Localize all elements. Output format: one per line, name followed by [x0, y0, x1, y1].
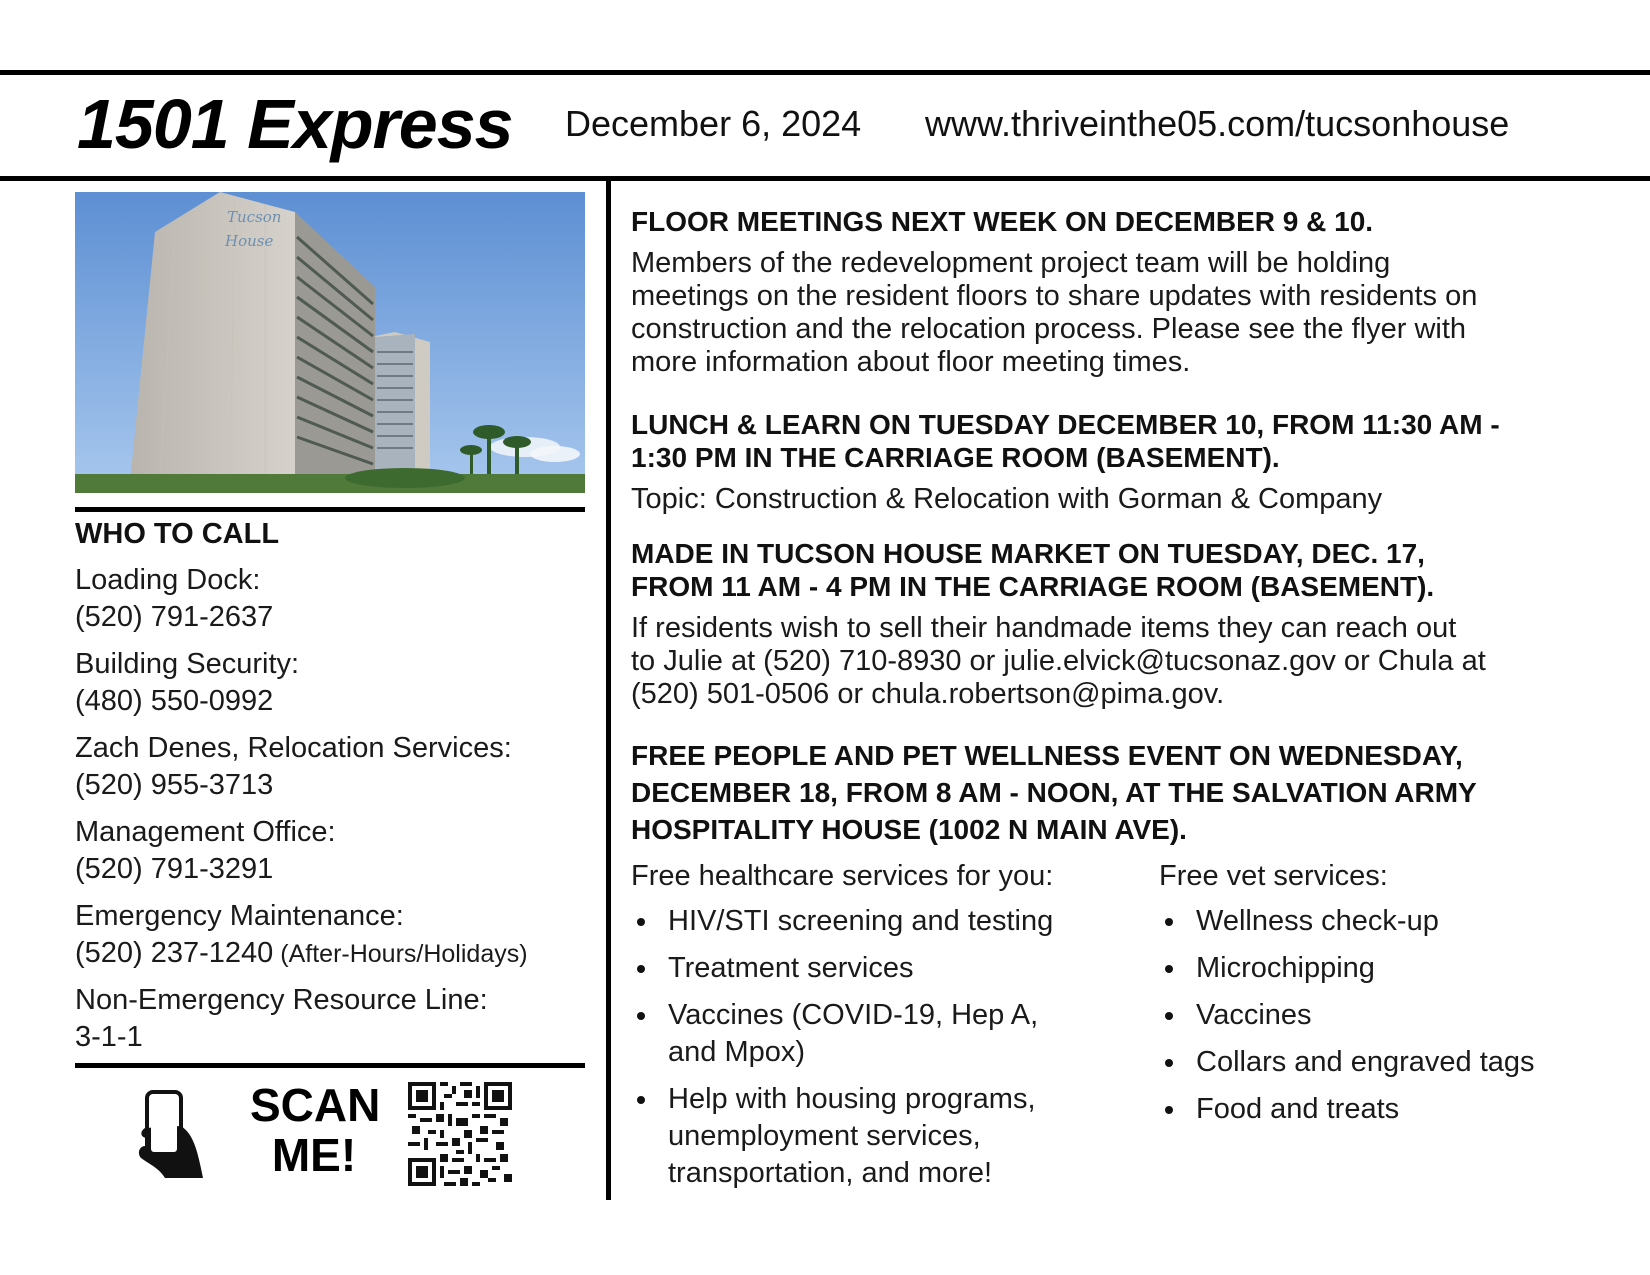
heading-line: FROM 11 AM - 4 PM IN THE CARRIAGE ROOM (BASEMENT). [631, 571, 1435, 602]
market-body [631, 612, 1591, 711]
pet-services-lead: Free vet services: [1159, 860, 1388, 892]
issue-date: December 6, 2024 [565, 103, 862, 144]
body-line: more information about floor meeting times. [631, 346, 1191, 378]
list-item: Microchipping [1159, 950, 1599, 987]
list-item: Vaccines [1159, 997, 1599, 1034]
contact-label: Emergency Maintenance: [75, 900, 404, 932]
people-services [631, 860, 1081, 1192]
contact-phone[interactable]: (520) 237-1240 [75, 937, 274, 969]
newsletter-title: 1501 Express [77, 85, 513, 163]
wellness-heading [631, 737, 1591, 848]
website-url[interactable]: www.thriveinthe05.com/tucsonhouse [925, 103, 1510, 144]
contact-loading-dock [75, 562, 595, 636]
contact-note: (After-Hours/Holidays) [273, 940, 528, 968]
body-line: If residents wish to sell their handmade items they can reach out [631, 612, 1457, 644]
contact-phone[interactable]: (520) 791-2637 [75, 601, 274, 633]
contact-label: Zach Denes, Relocation Services: [75, 732, 512, 764]
header-top-rule [0, 70, 1650, 75]
column-divider [606, 180, 611, 1200]
market-heading [631, 537, 1591, 603]
heading-line: DECEMBER 18, FROM 8 AM - NOON, AT THE SALVATION ARMY [631, 777, 1477, 808]
contact-label: Loading Dock: [75, 564, 261, 596]
list-item: Treatment services [631, 950, 1081, 987]
contact-phone[interactable]: (520) 955-3713 [75, 769, 274, 801]
contact-label: Building Security: [75, 648, 300, 680]
floor-meetings-heading: FLOOR MEETINGS NEXT WEEK ON DECEMBER 9 & 10. [631, 206, 1374, 237]
body-line: construction and the relocation process. Please see the flyer with [631, 313, 1467, 345]
lunch-learn-heading [631, 408, 1591, 474]
heading-line: LUNCH & LEARN ON TUESDAY DECEMBER 10, FROM 11:30 AM - [631, 409, 1500, 440]
contact-resource-line [75, 982, 595, 1056]
body-line: (520) 501-0506 or chula.robertson@pima.gov. [631, 678, 1225, 710]
heading-line: HOSPITALITY HOUSE (1002 N MAIN AVE). [631, 814, 1187, 845]
contact-phone[interactable]: (480) 550-0992 [75, 685, 274, 717]
sign-text-1: Tucson [227, 208, 282, 226]
list-item: Food and treats [1159, 1091, 1599, 1128]
list-item: Wellness check-up [1159, 903, 1599, 940]
people-services-lead: Free healthcare services for you: [631, 860, 1054, 892]
scan-me-label [250, 1079, 381, 1181]
lunch-learn-body: Topic: Construction & Relocation with Gorman & Company [631, 483, 1383, 515]
left-rule-2 [75, 1063, 585, 1068]
pet-services-list [1159, 903, 1599, 1128]
contact-label: Management Office: [75, 816, 336, 848]
body-line: meetings on the resident floors to share updates with residents on [631, 280, 1478, 312]
list-item: Vaccines (COVID-19, Hep A, and Mpox) [631, 997, 1058, 1071]
sign-text-2: House [225, 232, 274, 250]
contact-label: Non-Emergency Resource Line: [75, 984, 488, 1016]
people-services-list [631, 903, 1081, 1192]
contact-building-security [75, 646, 595, 720]
building-photo [75, 192, 585, 493]
heading-line: 1:30 PM IN THE CARRIAGE ROOM (BASEMENT). [631, 442, 1280, 473]
contact-relocation-services [75, 730, 595, 804]
list-item: HIV/STI screening and testing [631, 903, 1081, 940]
qr-code[interactable] [408, 1082, 512, 1186]
list-item: Help with housing programs, unemployment services, transportation, and more! [631, 1081, 1088, 1192]
contact-emergency-maintenance [75, 898, 595, 973]
scan-line-1: SCAN [250, 1079, 381, 1131]
contact-phone[interactable]: (520) 791-3291 [75, 853, 274, 885]
heading-line: MADE IN TUCSON HOUSE MARKET ON TUESDAY, DEC. 17, [631, 538, 1425, 569]
phone-hand-icon [135, 1088, 207, 1183]
contact-phone[interactable]: 3-1-1 [75, 1021, 143, 1053]
pet-services [1159, 860, 1599, 1128]
heading-line: FREE PEOPLE AND PET WELLNESS EVENT ON WEDNESDAY, [631, 740, 1463, 771]
contact-management-office [75, 814, 595, 888]
body-line: to Julie at (520) 710-8930 or julie.elvick@tucsonaz.gov or Chula at [631, 645, 1486, 677]
floor-meetings-body [631, 247, 1591, 379]
body-line: Members of the redevelopment project team will be holding [631, 247, 1391, 279]
who-to-call-heading: WHO TO CALL [75, 518, 280, 550]
scan-line-2: ME! [271, 1129, 357, 1181]
list-item: Collars and engraved tags [1159, 1044, 1599, 1081]
left-rule-1 [75, 507, 585, 512]
header-bottom-rule [0, 176, 1650, 181]
